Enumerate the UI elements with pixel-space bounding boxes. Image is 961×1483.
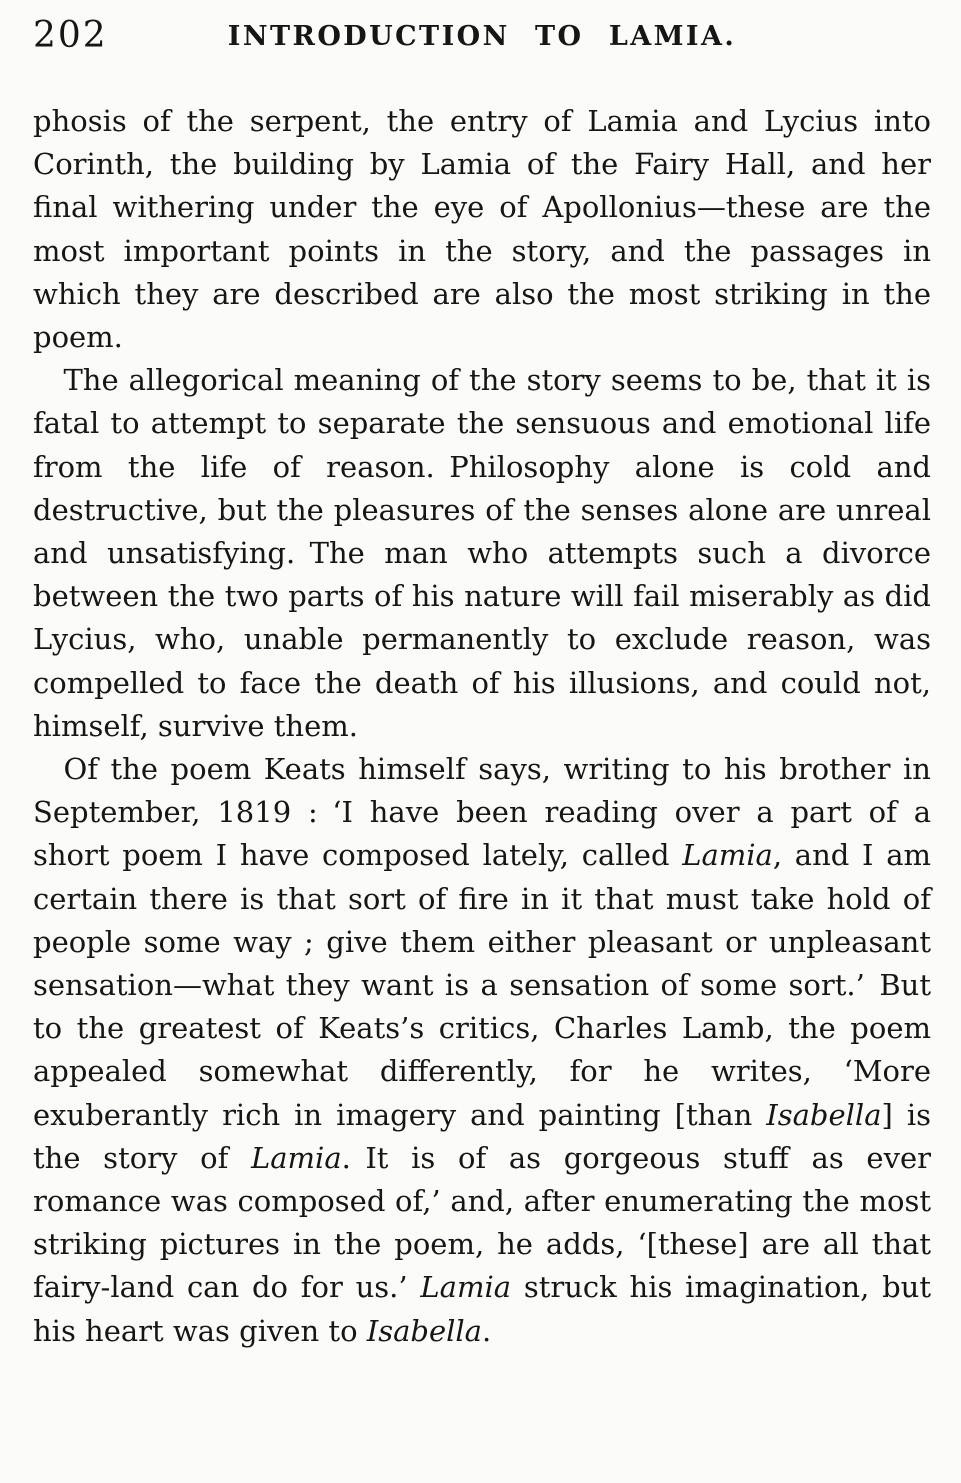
italic-text-run: Isabella	[366, 1313, 482, 1348]
text-run: Of the poem Keats himself says, writing to his brother in September, 1819 : ‘I have been reading over a part of a short poem I have composed lately, called	[33, 752, 931, 873]
page-body	[33, 100, 931, 1353]
paragraph	[33, 100, 931, 359]
page-header	[33, 14, 931, 66]
text-run: ] is the story of	[33, 1097, 931, 1175]
text-run: .	[481, 1313, 492, 1348]
text-run: phosis of the serpent, the entry of Lamia and Lycius into Corinth, the building by Lamia of the Fairy Hall, and her final withering under the eye of Apollonius—these are the most important points in the story, and the passages in which they are described are also the most striking in the poem.	[33, 104, 931, 355]
italic-text-run: Lamia	[682, 838, 773, 873]
text-run: The allegorical meaning of the story seems to be, that it is fatal to attempt to separate the sensuous and emotional life from the life of reason. Philosophy alone is cold and destructive, but the pleasures of the senses alone are unreal and unsatisfying. The man who attempts such a divorce between the two parts of his nature will fail miserably as did Lycius, who, unable permanently to exclude reason, was compelled to face the death of his illusions, and could not, himself, survive them.	[33, 363, 931, 743]
paragraph	[33, 359, 931, 748]
text-run: struck his imagination, but his heart was given to	[33, 1270, 931, 1348]
running-title: INTRODUCTION TO LAMIA.	[227, 21, 737, 52]
page-number: 202	[33, 15, 108, 56]
paragraph	[33, 748, 931, 1353]
text-run: , and I am certain there is that sort of fire in it that must take hold of people some way ; give them either pleasant or unpleasant sensation—what they want is a sensation of some sort.’ But to the greatest of Keats’s critics, Charles Lamb, the poem appealed somewhat differently, for he writes, ‘More exuberantly rich in imagery and painting [than	[33, 838, 931, 1132]
italic-text-run: Lamia	[251, 1140, 342, 1175]
italic-text-run: Isabella	[766, 1097, 882, 1132]
text-run: . It is of as gorgeous stuff as ever romance was composed of,’ and, after enumerating the most striking pictures in the poem, he adds, ‘[these] are all that fairy-land can do for us.’	[33, 1140, 931, 1305]
italic-text-run: Lamia	[420, 1270, 512, 1305]
